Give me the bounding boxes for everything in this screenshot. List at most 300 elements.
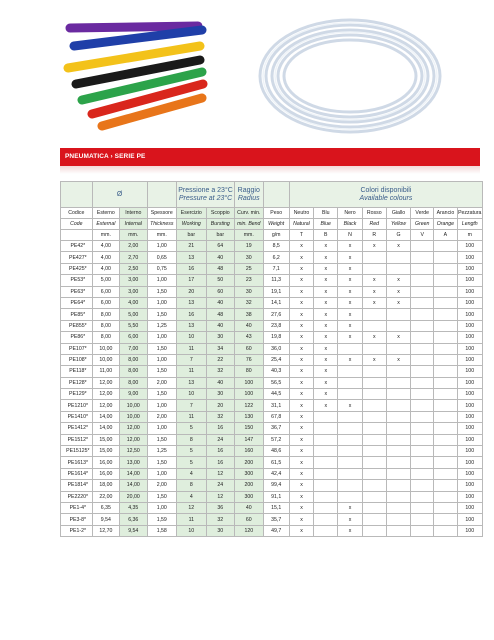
table-cell: 60: [235, 343, 263, 354]
table-cell: [362, 366, 386, 377]
table-cell: 11,3: [263, 275, 289, 286]
table-cell: [386, 480, 410, 491]
unit-cell-12: G: [386, 230, 410, 241]
table-cell: [386, 446, 410, 457]
table-cell: 16,00: [92, 468, 119, 479]
table-cell: x: [289, 446, 313, 457]
table-cell: x: [314, 354, 338, 365]
table-cell: 9,00: [120, 389, 147, 400]
table-cell: 4: [177, 468, 207, 479]
table-cell: [411, 446, 434, 457]
column-header-it-14: Arancio: [434, 208, 457, 219]
table-cell: 1,00: [147, 354, 177, 365]
table-cell: 0,75: [147, 263, 177, 274]
table-cell: 40: [206, 377, 234, 388]
table-cell: 23: [235, 275, 263, 286]
table-cell: 100: [457, 457, 482, 468]
column-header-en-0: Code: [61, 219, 93, 230]
column-header-en-8: Natural: [289, 219, 313, 230]
table-cell: 2,00: [147, 480, 177, 491]
table-cell: [386, 411, 410, 422]
unit-cell-14: A: [434, 230, 457, 241]
table-cell: 1,00: [147, 241, 177, 252]
product-code: PE1412*: [61, 423, 93, 434]
table-cell: [314, 468, 338, 479]
table-cell: x: [289, 423, 313, 434]
table-cell: [434, 252, 457, 263]
table-cell: 1,00: [147, 400, 177, 411]
table-cell: 2,00: [147, 411, 177, 422]
unit-cell-5: bar: [206, 230, 234, 241]
table-cell: 8,00: [92, 309, 119, 320]
table-cell: x: [289, 263, 313, 274]
table-cell: 10: [177, 389, 207, 400]
table-cell: 6,2: [263, 252, 289, 263]
table-cell: 22,00: [92, 491, 119, 502]
table-cell: 4: [177, 491, 207, 502]
table-cell: 60: [206, 286, 234, 297]
table-cell: [411, 297, 434, 308]
table-cell: [386, 514, 410, 525]
table-cell: x: [314, 332, 338, 343]
table-cell: 24: [206, 480, 234, 491]
column-header-en-11: Red: [362, 219, 386, 230]
table-cell: x: [289, 389, 313, 400]
table-cell: [434, 366, 457, 377]
table-row: [61, 525, 483, 536]
table-cell: 12: [206, 468, 234, 479]
colours-header-en: Available colours: [359, 194, 413, 202]
table-cell: [362, 252, 386, 263]
table-cell: 56,5: [263, 377, 289, 388]
table-row: [61, 286, 483, 297]
table-cell: 91,1: [263, 491, 289, 502]
table-cell: x: [314, 275, 338, 286]
table-cell: [338, 411, 362, 422]
table-cell: 122: [235, 400, 263, 411]
table-cell: x: [386, 332, 410, 343]
table-cell: 1,00: [147, 502, 177, 513]
table-cell: 100: [457, 354, 482, 365]
table-cell: 8,00: [92, 320, 119, 331]
column-header-it-7: Peso: [263, 208, 289, 219]
table-cell: 4,00: [120, 297, 147, 308]
table-cell: 12,70: [92, 525, 119, 536]
table-cell: [434, 354, 457, 365]
unit-cell-7: g/m: [263, 230, 289, 241]
table-cell: [434, 241, 457, 252]
table-cell: 5: [177, 423, 207, 434]
table-cell: 12,50: [120, 446, 147, 457]
table-cell: 19,1: [263, 286, 289, 297]
table-cell: 5: [177, 446, 207, 457]
table-cell: 5,00: [120, 309, 147, 320]
table-cell: [362, 502, 386, 513]
table-cell: x: [289, 480, 313, 491]
table-cell: 48: [206, 263, 234, 274]
table-cell: x: [289, 275, 313, 286]
table-cell: [338, 389, 362, 400]
table-row: [61, 502, 483, 513]
table-cell: [362, 263, 386, 274]
table-cell: x: [314, 252, 338, 263]
table-row: [61, 446, 483, 457]
table-cell: 2,00: [120, 241, 147, 252]
table-row: [61, 297, 483, 308]
table-cell: [386, 468, 410, 479]
table-cell: x: [386, 297, 410, 308]
table-cell: 6,36: [120, 514, 147, 525]
table-row: [61, 263, 483, 274]
table-cell: 38: [235, 309, 263, 320]
table-cell: 1,50: [147, 457, 177, 468]
table-cell: 13: [177, 320, 207, 331]
table-cell: 100: [457, 252, 482, 263]
table-cell: 30: [206, 389, 234, 400]
table-cell: 40: [206, 297, 234, 308]
table-cell: [434, 457, 457, 468]
unit-cell-9: B: [314, 230, 338, 241]
table-cell: [411, 389, 434, 400]
table-cell: x: [289, 297, 313, 308]
table-cell: 48,6: [263, 446, 289, 457]
table-cell: x: [289, 252, 313, 263]
table-cell: [386, 377, 410, 388]
table-row: [61, 457, 483, 468]
table-cell: [338, 366, 362, 377]
table-cell: 14,00: [120, 480, 147, 491]
table-cell: x: [289, 332, 313, 343]
table-cell: 6,00: [92, 286, 119, 297]
table-cell: 21: [177, 241, 207, 252]
table-cell: 57,2: [263, 434, 289, 445]
table-cell: x: [314, 263, 338, 274]
unit-cell-11: R: [362, 230, 386, 241]
product-code: PE1410*: [61, 411, 93, 422]
table-cell: [411, 400, 434, 411]
table-cell: [362, 480, 386, 491]
table-cell: 300: [235, 468, 263, 479]
column-header-it-4: Esercizio: [177, 208, 207, 219]
table-cell: 4,35: [120, 502, 147, 513]
table-cell: x: [314, 366, 338, 377]
table-cell: 7,00: [120, 343, 147, 354]
product-code: PE1-4*: [61, 502, 93, 513]
table-row: [61, 480, 483, 491]
table-cell: 100: [457, 434, 482, 445]
table-cell: 30: [206, 525, 234, 536]
product-code: PE129*: [61, 389, 93, 400]
table-cell: 1,50: [147, 389, 177, 400]
pressure-header: [177, 182, 235, 208]
table-cell: 10,00: [120, 400, 147, 411]
table-cell: 7: [177, 400, 207, 411]
table-cell: x: [289, 434, 313, 445]
table-cell: 1,00: [147, 332, 177, 343]
english-column-header-row: [61, 219, 483, 230]
table-cell: [386, 525, 410, 536]
table-cell: 99,4: [263, 480, 289, 491]
table-row: [61, 400, 483, 411]
table-cell: 200: [235, 457, 263, 468]
table-cell: 14,1: [263, 297, 289, 308]
table-cell: 100: [457, 320, 482, 331]
specification-table: [60, 181, 483, 537]
radius-header: [235, 182, 263, 208]
table-cell: x: [338, 354, 362, 365]
table-cell: 5,00: [92, 275, 119, 286]
table-cell: 67,8: [263, 411, 289, 422]
table-cell: 10,00: [92, 343, 119, 354]
table-cell: 3,00: [120, 286, 147, 297]
table-cell: [434, 309, 457, 320]
table-cell: 20,00: [120, 491, 147, 502]
table-cell: 100: [457, 343, 482, 354]
table-cell: 3,00: [120, 275, 147, 286]
table-cell: 24: [206, 434, 234, 445]
table-cell: 32: [206, 514, 234, 525]
table-cell: 6,35: [92, 502, 119, 513]
column-header-it-1: Esterno: [92, 208, 119, 219]
table-cell: [411, 309, 434, 320]
table-cell: [411, 320, 434, 331]
table-cell: x: [338, 241, 362, 252]
table-cell: 1,58: [147, 525, 177, 536]
table-row: [61, 241, 483, 252]
table-cell: 120: [235, 525, 263, 536]
table-cell: 13: [177, 252, 207, 263]
product-code: PE64*: [61, 297, 93, 308]
table-cell: 14,00: [92, 423, 119, 434]
table-cell: [434, 320, 457, 331]
table-cell: x: [289, 343, 313, 354]
product-code: PE427*: [61, 252, 93, 263]
table-cell: [362, 377, 386, 388]
table-cell: 15,00: [92, 434, 119, 445]
table-cell: [434, 514, 457, 525]
table-cell: 1,50: [147, 434, 177, 445]
column-header-en-12: Yellow: [386, 219, 410, 230]
table-cell: [434, 434, 457, 445]
table-cell: [411, 514, 434, 525]
table-cell: x: [314, 343, 338, 354]
table-cell: x: [338, 263, 362, 274]
table-cell: x: [338, 309, 362, 320]
unit-cell-6: mm.: [235, 230, 263, 241]
table-cell: 19,8: [263, 332, 289, 343]
radius-header-it: Raggio: [237, 186, 260, 194]
table-cell: 10: [177, 332, 207, 343]
table-cell: 14,00: [120, 468, 147, 479]
colours-header: [289, 182, 482, 208]
table-cell: 8,00: [120, 354, 147, 365]
table-cell: [411, 252, 434, 263]
table-cell: x: [289, 286, 313, 297]
table-cell: 13: [177, 377, 207, 388]
column-header-en-5: Bursting: [206, 219, 234, 230]
table-cell: 30: [235, 252, 263, 263]
table-cell: x: [362, 241, 386, 252]
column-header-it-5: Scoppio: [206, 208, 234, 219]
table-cell: [338, 423, 362, 434]
table-cell: 100: [235, 389, 263, 400]
table-cell: 11: [177, 366, 207, 377]
column-header-it-8: Neutro: [289, 208, 313, 219]
units-row: [61, 230, 483, 241]
table-cell: [434, 491, 457, 502]
product-photos: [0, 0, 494, 145]
table-cell: [362, 309, 386, 320]
table-cell: 9,54: [92, 514, 119, 525]
table-cell: 40: [235, 320, 263, 331]
table-cell: 100: [457, 446, 482, 457]
table-row: [61, 468, 483, 479]
table-cell: [434, 389, 457, 400]
table-cell: 8,00: [92, 332, 119, 343]
unit-cell-8: T: [289, 230, 313, 241]
column-header-it-0: Codice: [61, 208, 93, 219]
table-cell: 100: [457, 480, 482, 491]
table-cell: 6,00: [92, 297, 119, 308]
table-cell: 16: [206, 423, 234, 434]
column-header-it-3: Spessore: [147, 208, 177, 219]
table-cell: 16: [177, 309, 207, 320]
table-cell: [434, 275, 457, 286]
table-cell: x: [289, 525, 313, 536]
table-row: [61, 320, 483, 331]
table-cell: [386, 343, 410, 354]
table-cell: x: [338, 400, 362, 411]
table-cell: [411, 366, 434, 377]
table-cell: x: [338, 514, 362, 525]
product-code: PE1-2*: [61, 525, 93, 536]
table-cell: x: [338, 252, 362, 263]
table-cell: 15,1: [263, 502, 289, 513]
table-cell: 11: [177, 343, 207, 354]
table-cell: 12,00: [92, 389, 119, 400]
table-cell: [411, 241, 434, 252]
table-cell: 35,7: [263, 514, 289, 525]
table-cell: 12,00: [92, 400, 119, 411]
column-header-it-11: Rosso: [362, 208, 386, 219]
table-cell: 40: [235, 502, 263, 513]
table-cell: 40: [206, 252, 234, 263]
table-body: [61, 241, 483, 537]
product-code: PE1512*: [61, 434, 93, 445]
table-cell: x: [338, 297, 362, 308]
table-row: [61, 309, 483, 320]
table-cell: 1,50: [147, 343, 177, 354]
table-cell: 100: [457, 502, 482, 513]
table-cell: [411, 502, 434, 513]
table-cell: [314, 423, 338, 434]
table-cell: 1,00: [147, 423, 177, 434]
table-cell: [411, 263, 434, 274]
table-cell: x: [338, 525, 362, 536]
group-header-row: [61, 182, 483, 208]
table-cell: [338, 491, 362, 502]
table-row: [61, 514, 483, 525]
table-row: [61, 423, 483, 434]
table-cell: [362, 411, 386, 422]
italian-column-header-row: [61, 208, 483, 219]
table-cell: 100: [457, 389, 482, 400]
table-cell: 31,1: [263, 400, 289, 411]
table-cell: 100: [457, 468, 482, 479]
table-row: [61, 275, 483, 286]
table-cell: 4,00: [92, 263, 119, 274]
table-cell: x: [289, 514, 313, 525]
table-cell: x: [338, 332, 362, 343]
table-cell: 32: [206, 366, 234, 377]
table-cell: 25,4: [263, 354, 289, 365]
column-header-it-6: Curv. min.: [235, 208, 263, 219]
table-cell: [434, 502, 457, 513]
table-cell: x: [362, 297, 386, 308]
table-cell: [411, 468, 434, 479]
table-cell: [314, 434, 338, 445]
table-cell: [362, 468, 386, 479]
table-cell: x: [289, 366, 313, 377]
table-cell: [411, 354, 434, 365]
product-code: PE85*: [61, 309, 93, 320]
product-code: PE118*: [61, 366, 93, 377]
table-cell: x: [289, 377, 313, 388]
table-cell: [314, 480, 338, 491]
table-cell: [434, 297, 457, 308]
table-cell: 100: [457, 491, 482, 502]
product-code: PE107*: [61, 343, 93, 354]
table-cell: 40,3: [263, 366, 289, 377]
table-cell: [434, 263, 457, 274]
table-cell: 1,25: [147, 446, 177, 457]
table-cell: 4,00: [92, 241, 119, 252]
column-header-it-10: Nero: [338, 208, 362, 219]
product-code: PE2220*: [61, 491, 93, 502]
table-cell: 11,00: [92, 366, 119, 377]
table-cell: 8: [177, 480, 207, 491]
table-cell: x: [289, 354, 313, 365]
table-cell: 7,1: [263, 263, 289, 274]
table-cell: 11: [177, 411, 207, 422]
table-cell: 16: [177, 263, 207, 274]
table-cell: [411, 525, 434, 536]
table-cell: 16: [206, 446, 234, 457]
table-cell: [411, 480, 434, 491]
column-header-en-9: Blue: [314, 219, 338, 230]
table-cell: [338, 343, 362, 354]
product-code: PE855*: [61, 320, 93, 331]
table-cell: [434, 446, 457, 457]
table-cell: 44,5: [263, 389, 289, 400]
pressure-header-en: Pressure at 23°C: [178, 194, 233, 202]
table-cell: 10,00: [92, 354, 119, 365]
product-code: PE63*: [61, 286, 93, 297]
table-cell: 19: [235, 241, 263, 252]
product-code: PE128*: [61, 377, 93, 388]
table-cell: 5,50: [120, 320, 147, 331]
table-cell: x: [362, 286, 386, 297]
table-cell: 300: [235, 491, 263, 502]
unit-cell-0: [61, 230, 93, 241]
column-header-en-10: Black: [338, 219, 362, 230]
table-cell: [314, 525, 338, 536]
table-cell: [411, 343, 434, 354]
table-cell: 100: [457, 309, 482, 320]
table-cell: 42,4: [263, 468, 289, 479]
table-row: [61, 389, 483, 400]
table-cell: 100: [457, 275, 482, 286]
